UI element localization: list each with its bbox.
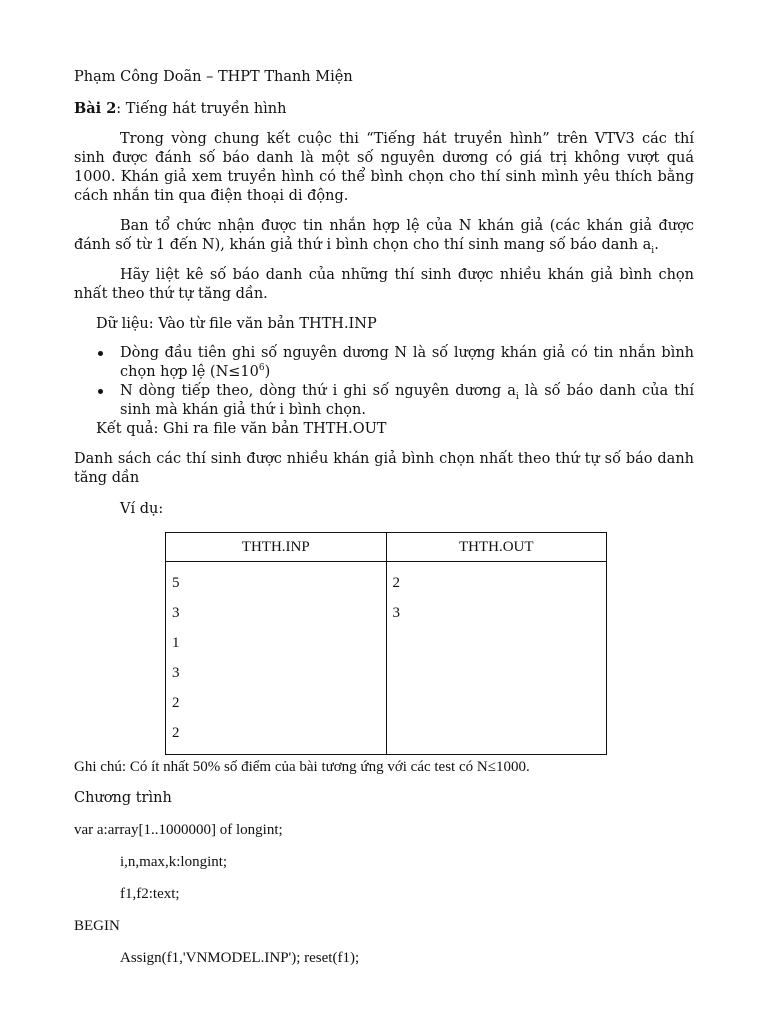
author-header: Phạm Công Doãn – THPT Thanh Miện <box>74 69 353 85</box>
table-cell-out <box>386 562 607 755</box>
inp-value: 1 <box>172 635 180 651</box>
problem-title <box>74 99 694 119</box>
table-header-inp: THTH.INP <box>166 533 387 562</box>
example-table <box>165 532 607 755</box>
bullet1-text: Dòng đầu tiên ghi số nguyên dương N là số lượng khán giả có tin nhắn bình chọn hợp lệ (N≤10 <box>120 345 694 380</box>
bullet2-text-b: là số báo danh của thí sinh mà khán giả thứ i bình chọn. <box>120 383 694 418</box>
problem-label: Bài 2 <box>74 100 117 117</box>
list-item <box>74 344 694 382</box>
superscript-6: 6 <box>258 363 265 374</box>
input-label: Dữ liệu: Vào từ file văn bản THTH.INP <box>96 316 377 332</box>
inp-value: 5 <box>172 575 180 591</box>
paragraph-votes-text: Ban tổ chức nhận được tin nhắn hợp lệ của N khán giả (các khán giả được đánh số từ 1 đến N), khán giả thứ i bình chọn cho thí sinh mang số báo danh a <box>74 218 694 253</box>
inp-value: 3 <box>172 605 180 621</box>
inp-value: 3 <box>172 665 180 681</box>
code-line: f1,f2:text; <box>120 886 180 902</box>
paragraph-task: Hãy liệt kê số báo danh của những thí sinh được nhiều khán giả bình chọn nhất theo thứ tự tăng dần. <box>74 267 694 302</box>
out-value: 2 <box>392 575 400 591</box>
inp-value: 2 <box>172 725 180 741</box>
code-line: i,n,max,k:longint; <box>120 854 228 870</box>
input-bullet-list <box>74 344 694 420</box>
subscript-i: i <box>515 391 519 402</box>
table-header-out: THTH.OUT <box>386 533 607 562</box>
inp-value: 2 <box>172 695 180 711</box>
subscript-i: i <box>651 245 655 256</box>
code-line: var a:array[1..1000000] of longint; <box>74 822 283 838</box>
example-label: Ví dụ: <box>120 501 164 517</box>
paragraph-intro: Trong vòng chung kết cuộc thi “Tiếng hát truyền hình” trên VTV3 các thí sinh được đánh số báo danh là một số nguyên dương có giá trị không vượt quá 1000. Khán giả xem truyền hình có thể bình chọn cho thí sinh mình yêu thích bằng cách nhắn tin qua điện thoại di động. <box>74 131 694 204</box>
table-cell-inp <box>166 562 387 755</box>
output-description: Danh sách các thí sinh được nhiều khán giả bình chọn nhất theo thứ tự số báo danh tăng dần <box>74 451 694 486</box>
program-label: Chương trình <box>74 790 172 806</box>
output-label: Kết quả: Ghi ra file văn bản THTH.OUT <box>96 421 387 437</box>
document-page <box>74 68 694 968</box>
code-line: Assign(f1,'VNMODEL.INP'); reset(f1); <box>120 950 360 966</box>
paragraph-votes <box>74 217 694 255</box>
problem-title-text: : Tiếng hát truyền hình <box>116 101 287 117</box>
code-line: BEGIN <box>74 918 120 934</box>
paragraph-votes-end: . <box>654 237 659 253</box>
bullet2-text-a: N dòng tiếp theo, dòng thứ i ghi số nguyên dương a <box>120 383 516 399</box>
code-block <box>74 821 694 968</box>
out-value: 3 <box>392 605 400 621</box>
note: Ghi chú: Có ít nhất 50% số điểm của bài tương ứng với các test có N≤1000. <box>74 759 530 775</box>
list-item <box>74 382 694 420</box>
bullet1-end: ) <box>264 364 271 380</box>
